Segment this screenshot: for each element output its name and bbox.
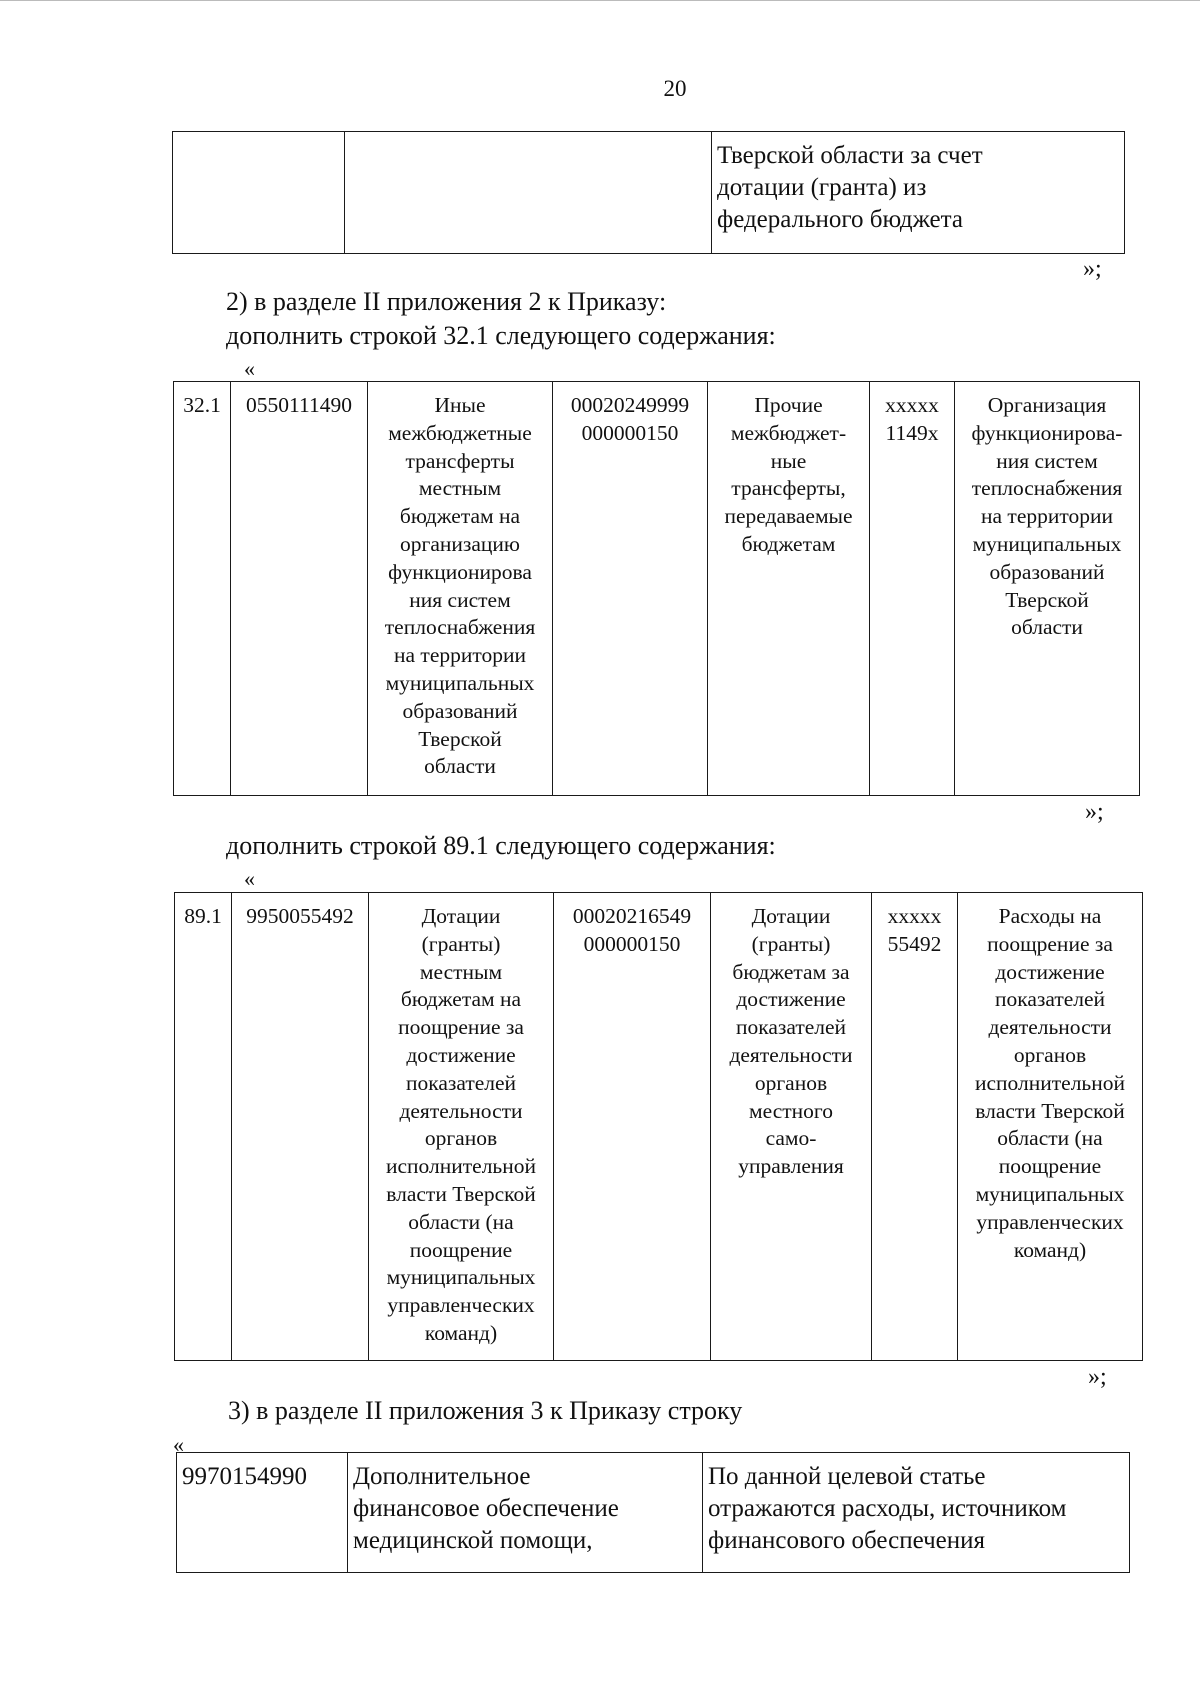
scan-top-edge xyxy=(0,0,1200,1)
table-cell: Тверской области за счет дотации (гранта) из федерального бюджета xyxy=(712,132,1125,254)
opening-quote: « xyxy=(244,356,255,381)
target-article-name-cell: Дополнительное финансовое обеспечение медицинской помощи, xyxy=(348,1453,703,1573)
table-cell xyxy=(173,132,345,254)
opening-quote: « xyxy=(173,1432,184,1457)
target-article-code-cell: 0550111490 xyxy=(231,382,368,796)
appendix-3-table xyxy=(176,1452,1130,1573)
target-article-code-cell: 9950055492 xyxy=(232,893,369,1361)
target-article-description-cell: По данной целевой статье отражаются расходы, источником финансового обеспечения xyxy=(703,1453,1130,1573)
target-article-code-cell: 9970154990 xyxy=(177,1453,348,1573)
expense-description-cell: Расходы на поощрение за достижение показателей деятельности органов исполнительной власти Тверской области (на поощрение муниципальных управленческих команд) xyxy=(958,893,1143,1361)
expense-description-cell: Организация функционирова- ния систем теплоснабжения на территории муниципальных образований Тверской области xyxy=(955,382,1140,796)
page-number: 20 xyxy=(663,76,687,101)
code-mask-cell: xxxxx 55492 xyxy=(872,893,958,1361)
income-name-cell: Прочие межбюджет- ные трансферты, передаваемые бюджетам xyxy=(708,382,870,796)
item-3-heading: 3) в разделе II приложения 3 к Приказу строку xyxy=(228,1396,743,1425)
income-code-cell: 00020249999 000000150 xyxy=(553,382,708,796)
opening-quote: « xyxy=(244,866,255,891)
row-89-1-instruction: дополнить строкой 89.1 следующего содержания: xyxy=(226,831,776,860)
income-name-cell: Дотации (гранты) бюджетам за достижение показателей деятельности органов местного само- управления xyxy=(711,893,872,1361)
row-number-cell: 89.1 xyxy=(175,893,232,1361)
item-2-instruction: дополнить строкой 32.1 следующего содержания: xyxy=(226,321,776,350)
target-article-name-cell: Дотации (гранты) местным бюджетам на поощрение за достижение показателей деятельности органов исполнительной власти Тверской области (на поощрение муниципальных управленческих команд) xyxy=(369,893,554,1361)
top-continuation-table xyxy=(172,131,1125,254)
row-89-1-table xyxy=(174,892,1143,1361)
closing-quote: »; xyxy=(1088,1364,1107,1390)
code-mask-cell: xxxxx 1149x xyxy=(870,382,955,796)
closing-quote: »; xyxy=(1085,799,1104,825)
row-number-cell: 32.1 xyxy=(174,382,231,796)
item-2-heading: 2) в разделе II приложения 2 к Приказу: xyxy=(226,287,667,316)
target-article-name-cell: Иные межбюджетные трансферты местным бюджетам на организацию функционирова ния систем теплоснабжения на территории муниципальных образований Тверской области xyxy=(368,382,553,796)
row-32-1-table xyxy=(173,381,1140,796)
closing-quote: »; xyxy=(1083,256,1102,282)
income-code-cell: 00020216549 000000150 xyxy=(554,893,711,1361)
table-cell xyxy=(345,132,712,254)
